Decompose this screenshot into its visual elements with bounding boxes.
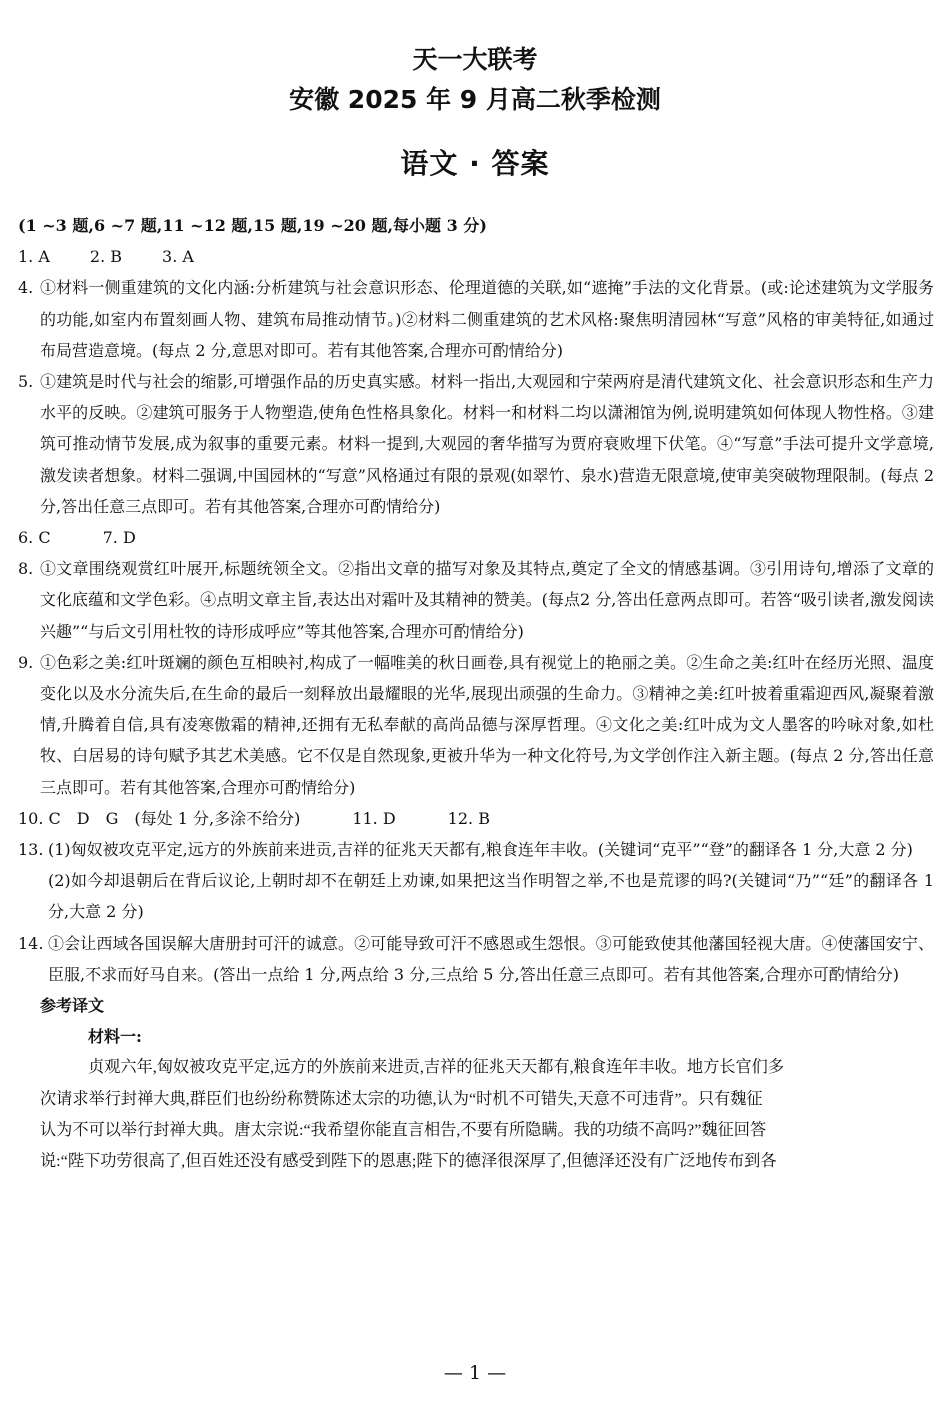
answer-11: 11. D [352,808,396,828]
translation-heading: 参考译文 [40,996,105,1016]
answer-1: 1. A [18,247,50,267]
answer-3: 3. A [162,247,194,267]
question-8 [18,553,934,647]
question-number: 14. [18,933,44,953]
question-13-part-1: (1)匈奴被攻克平定,远方的外族前来进贡,吉祥的征兆天天都有,粮食连年丰收。(关键词“克平”“登”的翻译各 1 分,大意 2 分) [48,840,913,860]
answer-10: 10. C D G (每处 1 分,多涂不给分) [18,808,301,828]
answer-body [18,210,934,1177]
question-answer: ①会让西域各国误解大唐册封可汗的诚意。②可能导致可汗不感恩或生怨恨。③可能致使其他藩国轻视大唐。④使藩国安宁、臣服,不求而好马自来。(答出一点给 1 分,两点给 3 分,三点给 5 分,答出任意三点即可。若有其他答案,合理亦可酌情给分) [48,933,934,984]
question-9 [18,647,934,803]
page-number: — 1 — [443,1362,507,1384]
subject-title: 语文 · 答案 [400,147,550,180]
answer-6: 6. C [18,528,51,548]
translation-line: 贞观六年,匈奴被攻克平定,远方的外族前来进贡,吉祥的征兆天天都有,粮食连年丰收。地方长官们多 [88,1058,785,1077]
material-label: 材料一: [88,1027,142,1047]
question-number: 8. [18,559,34,579]
question-13 [18,834,934,928]
org-title: 天一大联考 [412,45,538,74]
question-14 [18,928,934,990]
question-answer: ①材料一侧重建筑的文化内涵:分析建筑与社会意识形态、伦理道德的关联,如“遮掩”手法的文化背景。(或:论述建筑为文学服务的功能,如室内布置刻画人物、建筑布局推动情节。)②材料二侧重建筑的艺术风格:聚焦明清园林“写意”风格的审美特征,如通过布局营造意境。(每点 2 分,意思对即可。若有其他答案,合理亦可酌情给分) [40,278,934,360]
answers-10-12 [18,803,934,834]
question-5 [18,366,934,522]
question-number: 13. [18,840,44,860]
question-answer: ①色彩之美:红叶斑斓的颜色互相映衬,构成了一幅唯美的秋日画卷,具有视觉上的艳丽之美。②生命之美:红叶在经历光照、温度变化以及水分流失后,在生命的最后一刻释放出最耀眼的光华,展现出顽强的生命力。③精神之美:红叶披着重霜迎西风,凝聚着激情,升腾着自信,具有凌寒傲霜的精神,还拥有无私奉献的高尚品德与深厚哲理。④文化之美:红叶成为文人墨客的吟咏对象,如杜牧、白居易的诗句赋予其艺术美感。它不仅是自然现象,更被升华为一种文化符号,为文学创作注入新主题。(每点 2 分,答出任意三点即可。若有其他答案,合理亦可酌情给分) [40,652,934,797]
question-13-part-2: (2)如今却退朝后在背后议论,上朝时却不在朝廷上劝谏,如果把这当作明智之举,不也是荒谬的吗?(关键词“乃”“廷”的翻译各 1 分,大意 2 分) [48,871,934,922]
answers-6-7 [18,522,934,553]
answer-12: 12. B [447,808,490,828]
question-answer: ①文章围绕观赏红叶展开,标题统领全文。②指出文章的描写对象及其特点,奠定了全文的情感基调。③引用诗句,增添了文章的文化底蕴和文学色彩。④点明文章主旨,表达出对霜叶及其精神的赞美。(每点2 分,答出任意两点即可。若答“吸引读者,激发阅读兴趣”“与后文引用杜牧的诗形成呼应”等其他答案,合理亦可酌情给分) [40,559,934,641]
question-answer: ①建筑是时代与社会的缩影,可增强作品的历史真实感。材料一指出,大观园和宁荣两府是清代建筑文化、社会意识形态和生产力水平的反映。②建筑可服务于人物塑造,使角色性格具象化。材料一和材料二均以潇湘馆为例,说明建筑如何体现人物性格。③建筑可推动情节发展,成为叙事的重要元素。材料一提到,大观园的奢华描写为贾府衰败埋下伏笔。④“写意”手法可提升文学意境,激发读者想象。材料二强调,中国园林的“写意”风格通过有限的景观(如翠竹、泉水)营造无限意境,使审美突破物理限制。(每点 2 分,答出任意三点即可。若有其他答案,合理亦可酌情给分) [40,372,934,516]
translation-line: 次请求举行封禅大典,群臣们也纷纷称赞陈述太宗的功德,认为“时机不可错失,天意不可违背”。只有魏征 [40,1089,763,1108]
answer-2: 2. B [89,247,123,267]
translation-line: 说:“陛下功劳很高了,但百姓还没有感受到陛下的恩惠;陛下的德泽很深厚了,但德泽还没有广泛地传布到各 [40,1152,777,1171]
scoring-note: (1 ~3 题,6 ~7 题,11 ~12 题,15 题,19 ~20 题,每小题 3 分) [18,216,487,235]
question-number: 4. [18,278,34,298]
question-number: 9. [18,652,34,672]
exam-title: 安徽 2025 年 9 月高二秋季检测 [289,85,661,114]
answers-1-3 [18,241,934,272]
question-4 [18,272,934,366]
answer-7: 7. D [102,528,136,548]
translation-line: 认为不可以举行封禅大典。唐太宗说:“我希望你能直言相告,不要有所隐瞒。我的功绩不高吗?”魏征回答 [40,1120,767,1139]
question-number: 5. [18,372,34,392]
